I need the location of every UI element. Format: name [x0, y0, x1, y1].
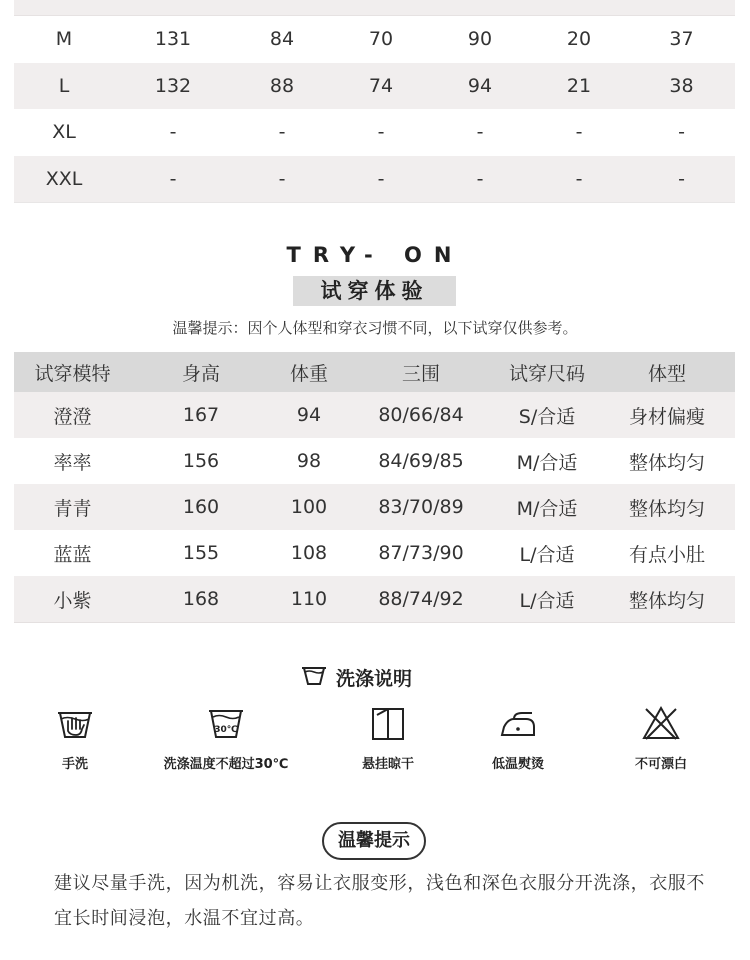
column-header: 试穿尺码 [508, 362, 585, 385]
size-value: - [678, 121, 685, 144]
table-cell: 155 [182, 542, 220, 564]
wash-item-hang [313, 705, 463, 772]
wash-item-temp [151, 705, 301, 772]
size-value: - [377, 167, 385, 190]
table-cell: 有点小肚 [628, 543, 705, 566]
table-cell: S/合适 [518, 405, 576, 428]
size-table-row-partial [14, 0, 735, 16]
wash-label: 不可漂白 [634, 757, 687, 772]
wash-basin-icon [300, 663, 328, 692]
tips-text: 建议尽量手洗，因为机洗，容易让衣服变形，浅色和深色衣服分开洗涤，衣服不宜长时间浸泡，水温不宜过高。 [54, 873, 705, 929]
size-label: XL [52, 121, 76, 144]
table-row [14, 438, 735, 484]
table-cell: 100 [290, 496, 328, 518]
size-table [14, 0, 735, 203]
size-value: - [278, 121, 286, 144]
table-cell: 整体均匀 [628, 497, 705, 520]
size-value: 131 [154, 28, 192, 51]
size-value: - [169, 167, 177, 190]
table-cell: 87/73/90 [378, 542, 464, 564]
column-header: 体重 [289, 362, 328, 385]
tryon-note: 温馨提示：因个人体型和穿衣习惯不同，以下试穿仅供参考。 [172, 319, 578, 337]
size-value: - [169, 121, 177, 144]
wash-label: 低温熨烫 [491, 757, 544, 772]
size-value: 90 [467, 28, 493, 51]
column-header: 身高 [181, 362, 220, 385]
size-value: 88 [269, 74, 295, 97]
size-label: L [58, 74, 70, 97]
size-table-row [14, 109, 735, 156]
tryon-title-en: TRY- ON [286, 243, 464, 267]
size-value: 84 [269, 28, 295, 51]
column-header: 体型 [647, 362, 686, 385]
table-cell: 94 [296, 404, 322, 426]
table-cell: M/合适 [516, 451, 578, 474]
size-value: - [476, 121, 484, 144]
table-cell: 168 [182, 588, 220, 610]
tryon-table [14, 352, 735, 623]
size-value: - [678, 167, 685, 190]
wash-item-bleach [586, 705, 736, 772]
table-cell: 澄澄 [53, 405, 92, 428]
table-cell: 率率 [53, 451, 92, 474]
table-cell: 108 [290, 542, 328, 564]
size-value: - [377, 121, 385, 144]
size-value: - [476, 167, 484, 190]
tryon-table-header [14, 352, 735, 392]
size-value: 37 [669, 28, 694, 51]
table-row [14, 530, 735, 576]
table-cell: 身材偏瘦 [628, 405, 705, 428]
wash-label: 洗涤温度不超过30℃ [163, 757, 289, 772]
table-cell: 110 [290, 588, 328, 610]
size-table-row [14, 63, 735, 110]
table-cell: 青青 [53, 497, 92, 520]
table-row [14, 576, 735, 623]
table-cell: 蓝蓝 [53, 543, 92, 566]
size-value: 70 [368, 28, 394, 51]
wash-temp-text: 30℃ [214, 725, 238, 735]
table-cell: 小紫 [53, 589, 92, 612]
size-value: 132 [154, 74, 192, 97]
column-header: 试穿模特 [34, 362, 111, 385]
tryon-title-cn: 试穿体验 [293, 276, 456, 306]
size-value: 38 [669, 74, 694, 97]
size-label: XXL [45, 167, 83, 190]
table-cell: 156 [182, 450, 220, 472]
table-row [14, 392, 735, 438]
no-bleach-icon [586, 705, 736, 741]
table-row [14, 484, 735, 530]
size-table-row [14, 16, 735, 63]
table-cell: L/合适 [519, 543, 575, 566]
table-cell: 84/69/85 [378, 450, 464, 472]
size-value: 74 [368, 74, 394, 97]
wash-label: 手洗 [61, 757, 88, 772]
wash-title [300, 663, 412, 691]
tips-badge: 温馨提示 [322, 822, 426, 860]
hand-wash-icon [0, 705, 150, 741]
size-value: - [575, 167, 583, 190]
size-value: 94 [467, 74, 493, 97]
size-value: 21 [566, 74, 592, 97]
table-cell: L/合适 [519, 589, 575, 612]
table-cell: M/合适 [516, 497, 578, 520]
table-cell: 整体均匀 [628, 451, 705, 474]
table-cell: 整体均匀 [628, 589, 705, 612]
size-value: - [278, 167, 286, 190]
size-value: - [575, 121, 583, 144]
table-cell: 98 [296, 450, 322, 472]
wash-item-iron [443, 705, 593, 772]
table-cell: 80/66/84 [378, 404, 464, 426]
table-cell: 83/70/89 [378, 496, 464, 518]
table-cell: 167 [182, 404, 220, 426]
wash-30-icon [151, 705, 301, 741]
size-value: 20 [566, 28, 592, 51]
size-label: M [55, 28, 73, 51]
wash-item-hand [0, 705, 150, 772]
hang-dry-icon [313, 705, 463, 741]
wash-label: 悬挂晾干 [361, 757, 414, 772]
column-header: 三围 [401, 362, 440, 385]
size-table-row [14, 156, 735, 204]
table-cell: 160 [182, 496, 220, 518]
table-cell: 88/74/92 [378, 588, 464, 610]
wash-title-text: 洗涤说明 [336, 667, 413, 690]
iron-low-icon [443, 705, 593, 741]
wash-icons [0, 705, 750, 785]
